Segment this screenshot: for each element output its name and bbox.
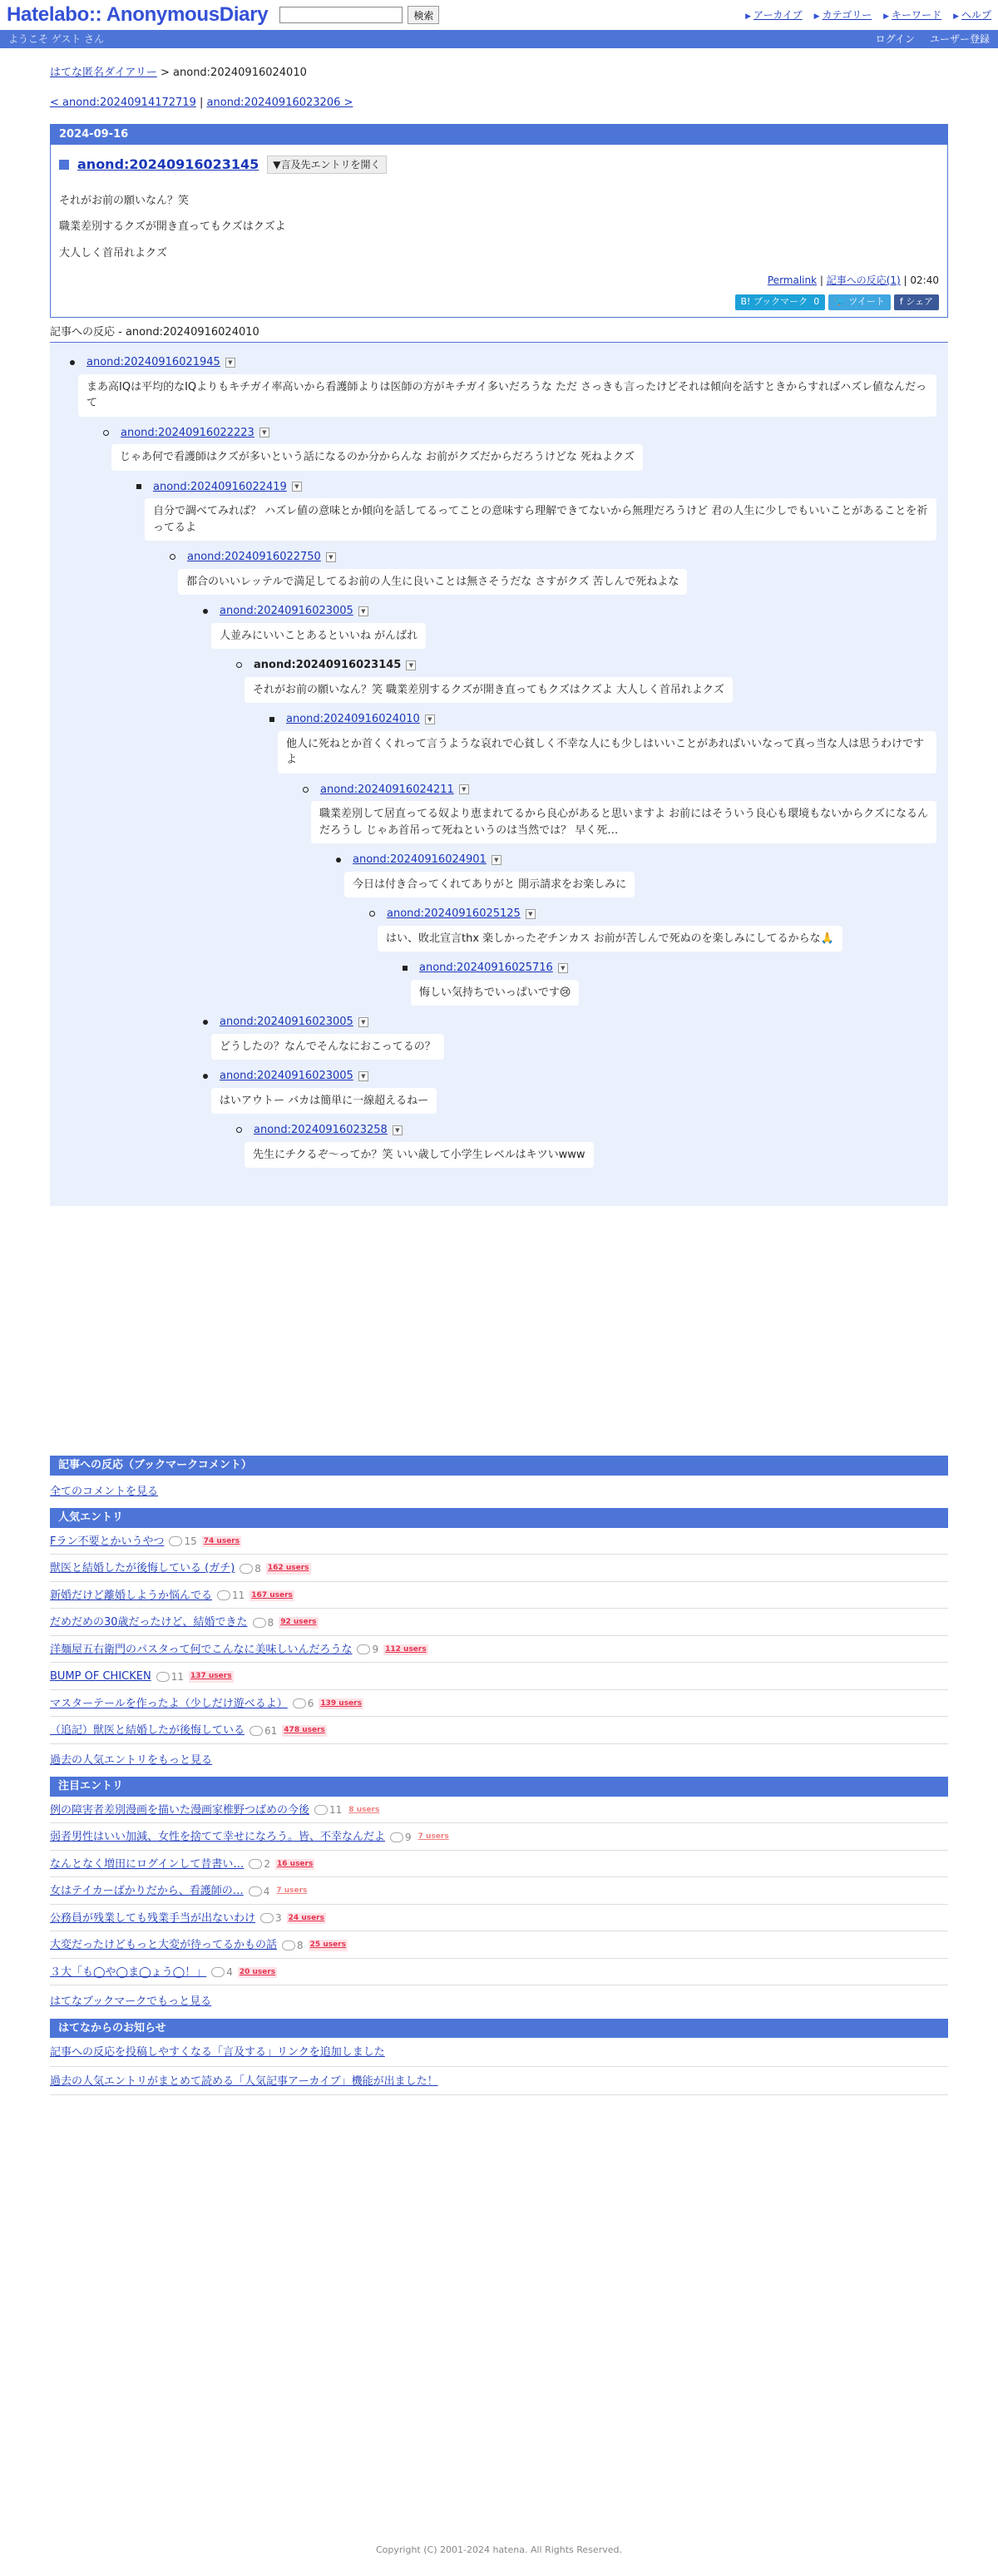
reaction-item: [303, 782, 936, 844]
breadcrumb-root-link[interactable]: はてな匿名ダイアリー: [50, 67, 157, 79]
popular-entry: [50, 1663, 948, 1690]
reaction-link-row: [269, 711, 936, 728]
facebook-icon: f: [899, 296, 903, 307]
reaction-text: じゃあ何で看護師はクズが多いという話になるのか分からんな お前がクズだからだろうけどな 死ねよクズ: [111, 444, 643, 471]
reaction-link-row: [303, 782, 936, 799]
comment-count[interactable]: [390, 1830, 412, 1845]
reaction-text: はいアウトー バカは簡単に一線超えるねー: [211, 1088, 437, 1115]
reaction-item: [336, 852, 936, 897]
popular-entry-link[interactable]: BUMP OF CHICKEN: [50, 1670, 151, 1683]
comment-number: 3: [275, 1912, 282, 1925]
comment-number: 61: [264, 1724, 278, 1737]
attention-entry-link[interactable]: 公務員が残業しても残業手当が出ないわけ: [50, 1911, 256, 1925]
reaction-text: それがお前の願いなん？笑 職業差別するクズが開き直ってもクズはクズよ 大人しく首吊れよクズ: [245, 677, 733, 704]
reaction-link-row: [203, 1014, 936, 1031]
comment-bubble-icon: [357, 1644, 370, 1654]
reaction-link-row: [70, 354, 936, 371]
nav-category-link[interactable]: ▶ カテゴリー: [814, 7, 872, 23]
bookmark-users-badge[interactable]: 167 users: [250, 1590, 294, 1602]
attention-entry-link[interactable]: ３大「も◯や◯ま◯ょう◯！」: [50, 1965, 207, 1979]
reactions-link[interactable]: 記事への反応(1): [826, 274, 901, 286]
reaction-id-link[interactable]: anond:20240916023005: [220, 605, 353, 617]
tweet-button[interactable]: [828, 294, 891, 310]
main-content: [50, 65, 948, 2095]
comment-count[interactable]: [250, 1723, 277, 1738]
comment-bubble-icon: [293, 1698, 306, 1708]
reaction-text: まあ高IQは平均的なIQよりもキチガイ率高いから看護師よりは医師の方がキチガイ多いだろうな ただ さっきも言ったけどそれは傾向を話すときからすればハズレ値なんだって: [78, 374, 936, 417]
open-reference-button[interactable]: ▼言及先エントリを開く: [267, 156, 386, 174]
bookmark-users-badge[interactable]: 162 users: [266, 1563, 311, 1575]
expand-dropdown-icon[interactable]: ▼: [326, 552, 336, 562]
reaction-text: 他人に死ねとか首くくれって言うような哀れで心貧しく不幸な人にも少しはいいことがあればいいなって真っ当な人は思うわけですよ: [278, 731, 936, 774]
permalink[interactable]: Permalink: [767, 274, 818, 286]
attention-entry: [50, 1877, 948, 1905]
attention-entry-link[interactable]: 例の障害者差別漫画を描いた漫画家椎野つばめの今後: [50, 1803, 310, 1817]
next-entry-link[interactable]: anond:20240916023206 >: [206, 96, 353, 109]
expand-dropdown-icon[interactable]: ▼: [358, 606, 368, 616]
reaction-text: 悔しい気持ちでいっぱいです😢: [411, 980, 579, 1006]
reaction-id-link[interactable]: anond:20240916024010: [286, 713, 420, 725]
breadcrumb: [50, 65, 948, 82]
comment-bubble-icon: [390, 1832, 403, 1842]
reaction-link-row: [136, 479, 936, 496]
expand-dropdown-icon[interactable]: ▼: [425, 714, 435, 724]
comment-bubble-icon: [249, 1886, 262, 1896]
comment-count[interactable]: [314, 1802, 342, 1817]
comment-number: 8: [254, 1562, 261, 1575]
reaction-id-link[interactable]: anond:20240916025125: [387, 907, 521, 920]
notice-item: [50, 2067, 948, 2096]
attention-entry: [50, 1851, 948, 1878]
comment-count[interactable]: [240, 1561, 261, 1576]
popular-entry-link[interactable]: 洋麺屋五右衛門のパスタって何でこんなに美味しいんだろうな: [50, 1643, 353, 1656]
search-button[interactable]: 検索: [408, 6, 439, 24]
comment-number: 11: [170, 1670, 184, 1683]
comment-count[interactable]: [357, 1642, 378, 1657]
comment-number: 8: [267, 1616, 274, 1629]
reaction-id-link[interactable]: anond:20240916021945: [86, 356, 220, 368]
attention-entry-link[interactable]: なんとなく増田にログインして昔書い…: [50, 1857, 245, 1871]
reaction-id-link[interactable]: anond:20240916023005: [220, 1070, 353, 1082]
reaction-link-row: [203, 603, 936, 620]
popular-heading: 人気エントリ: [50, 1508, 948, 1528]
reaction-id-link[interactable]: anond:20240916024901: [353, 853, 487, 866]
popular-list: [50, 1528, 948, 1744]
comment-bubble-icon: [253, 1618, 266, 1628]
comment-bubble-icon: [169, 1536, 182, 1546]
comment-number: 15: [184, 1535, 197, 1548]
expand-dropdown-icon[interactable]: ▼: [358, 1017, 368, 1027]
comment-number: 8: [297, 1939, 304, 1951]
reaction-id-link[interactable]: anond:20240916023258: [254, 1124, 388, 1136]
expand-dropdown-icon[interactable]: ▼: [358, 1071, 368, 1081]
bookmark-users-badge[interactable]: 24 users: [287, 1913, 326, 1925]
popular-entry: [50, 1528, 948, 1555]
attention-entry: [50, 1797, 948, 1824]
comment-bubble-icon: [211, 1967, 225, 1977]
nav-keyword-link[interactable]: ▶ キーワード: [883, 7, 941, 23]
bookmark-users-badge[interactable]: 25 users: [309, 1940, 348, 1951]
expand-dropdown-icon[interactable]: ▼: [259, 428, 269, 438]
bookmark-users-badge[interactable]: 92 users: [279, 1617, 318, 1629]
bookmark-users-badge[interactable]: 74 users: [202, 1536, 241, 1548]
comment-bubble-icon: [250, 1726, 263, 1736]
entry-pager: [50, 95, 948, 111]
reactions-heading: 記事への反応 - anond:20240916024010: [50, 324, 948, 344]
expand-dropdown-icon[interactable]: ▼: [492, 855, 501, 865]
reaction-tree: [50, 343, 948, 1206]
comment-bubble-icon: [282, 1941, 295, 1951]
user-bar: [0, 30, 998, 48]
reaction-text: 今日は付き合ってくれてありがと 開示請求をお楽しみに: [344, 872, 635, 898]
popular-entry-link[interactable]: 新婚だけど離婚しようか悩んでる: [50, 1589, 213, 1602]
attention-entry: [50, 1931, 948, 1959]
breadcrumb-separator: >: [160, 67, 170, 79]
popular-entry-link[interactable]: （追記）獣医と結婚したが後悔している: [50, 1724, 245, 1737]
tweet-label: ツイート: [848, 296, 885, 307]
reaction-link-row: [403, 960, 936, 977]
notice-link[interactable]: 記事への反応を投稿しやすくなる「言及する」リンクを追加しました: [50, 2046, 385, 2059]
breadcrumb-current: anond:20240916024010: [173, 67, 307, 79]
reaction-item: [269, 711, 936, 774]
reaction-id-link[interactable]: anond:20240916022419: [153, 480, 287, 493]
reaction-id-link[interactable]: anond:20240916023005: [220, 1016, 353, 1028]
entry-box: [50, 124, 948, 318]
comment-number: 9: [405, 1831, 412, 1843]
popular-entry: [50, 1717, 948, 1744]
top-header: [0, 0, 998, 30]
popular-entry-link[interactable]: だめだめの30歳だったけど、結婚できた: [50, 1616, 248, 1629]
entry-time: 02:40: [910, 274, 939, 286]
comment-number: 4: [226, 1966, 233, 1979]
popular-more-link[interactable]: 過去の人気エントリをもっと見る: [50, 1753, 213, 1767]
reaction-id-link: anond:20240916023145: [254, 659, 402, 671]
all-comments-link[interactable]: 全てのコメントを見る: [50, 1485, 159, 1498]
reaction-id-link[interactable]: anond:20240916025716: [419, 962, 553, 974]
bookmark-label: B! ブックマーク: [740, 296, 808, 307]
reaction-link-row: [170, 549, 936, 566]
entry-footer: Permalink | 記事への反応(1) | 02:40: [767, 274, 939, 286]
popular-entry: [50, 1609, 948, 1636]
comment-number: 4: [263, 1885, 270, 1897]
reaction-link-row: [236, 1122, 936, 1139]
expand-dropdown-icon[interactable]: ▼: [225, 358, 235, 368]
facebook-share-button[interactable]: [894, 294, 939, 310]
notice-item: [50, 2038, 948, 2067]
expand-dropdown-icon[interactable]: ▼: [558, 963, 568, 973]
expand-dropdown-icon[interactable]: ▼: [292, 482, 302, 492]
bookmark-users-badge[interactable]: 478 users: [282, 1725, 327, 1737]
reaction-item: [103, 425, 936, 471]
bookmark-users-badge[interactable]: 20 users: [238, 1967, 277, 1979]
comment-bubble-icon: [217, 1590, 230, 1600]
popular-entry: [50, 1555, 948, 1582]
reaction-text: 都合のいいレッテルで満足してるお前の人生に良いことは無さそうだな さすがクズ 苦しんで死ねよな: [178, 569, 687, 596]
reaction-item: [236, 1122, 936, 1168]
reaction-item: [170, 549, 936, 595]
entry-title-row: [59, 155, 939, 175]
comment-bubble-icon: [240, 1564, 253, 1574]
reaction-text: 人並みにいいことあるといいね がんばれ: [211, 623, 426, 650]
comment-count[interactable]: [249, 1857, 270, 1871]
reaction-id-link[interactable]: anond:20240916022750: [187, 551, 321, 563]
reaction-link-row: [103, 425, 936, 442]
comment-bubble-icon: [156, 1672, 170, 1682]
bookmark-users-badge[interactable]: 7 users: [276, 1886, 308, 1895]
attention-entry-link[interactable]: 大変だったけどもっと大変が待ってるかもの話: [50, 1939, 278, 1951]
reaction-text: 職業差別して居直ってる奴より恵まれてるから良心があると思いますよ お前にはそういう良心も環境もないからクズになるんだろうし じゃあ首吊って死ねというのは当然では？ 早く死…: [311, 801, 936, 843]
prev-entry-link[interactable]: < anond:20240914172719: [50, 96, 196, 109]
comment-count[interactable]: [249, 1884, 270, 1899]
comment-count[interactable]: [282, 1938, 304, 1953]
attention-list: [50, 1797, 948, 1986]
reaction-link-row: [336, 852, 936, 868]
site-logo[interactable]: Hatelabo:: AnonymousDiary: [7, 3, 269, 26]
bookmark-users-badge[interactable]: 139 users: [319, 1698, 363, 1710]
comment-count[interactable]: [156, 1669, 184, 1684]
reaction-text: 自分で調べてみれば？ ハズレ値の意味とか傾向を話してるってことの意味すら理解できてないから無理だろうけど 君の人生に少しでもいいことがあることを祈ってるよ: [145, 498, 936, 541]
popular-entry: [50, 1636, 948, 1664]
reaction-item: [403, 960, 936, 1006]
attention-more-link[interactable]: はてなブックマークでもっと見る: [50, 1995, 212, 2008]
reaction-link-row: [236, 657, 936, 674]
attention-entry-link[interactable]: 弱者男性はいい加減、女性を捨てて幸せになろう。皆、不幸なんだよ: [50, 1831, 386, 1843]
comment-count[interactable]: [260, 1911, 282, 1926]
register-link[interactable]: ユーザー登録: [929, 33, 990, 45]
share-label: シェア: [906, 296, 933, 307]
bookmark-users-badge[interactable]: 8 users: [348, 1805, 380, 1814]
reaction-text: 先生にチクるぞ〜ってか？笑 いい歳して小学生レベルはキツいwww: [245, 1142, 594, 1169]
copyright: Copyright (C) 2001-2024 hatena. All Rights Reserved.: [376, 2544, 622, 2555]
reaction-item: [136, 479, 936, 541]
expand-dropdown-icon[interactable]: ▼: [393, 1125, 403, 1135]
login-link[interactable]: ログイン: [875, 33, 915, 45]
twitter-bird-icon: 🐦: [834, 296, 846, 307]
entry-square-icon: [59, 160, 69, 170]
attention-heading: 注目エントリ: [50, 1777, 948, 1797]
reaction-id-link[interactable]: anond:20240916024211: [320, 783, 454, 796]
entry-title-link[interactable]: anond:20240916023145: [77, 156, 259, 172]
reaction-item: [236, 657, 936, 703]
reaction-item: [369, 906, 936, 952]
popular-entry: [50, 1582, 948, 1609]
reaction-item: [70, 354, 936, 417]
comment-number: 2: [264, 1858, 270, 1871]
expand-dropdown-icon[interactable]: ▼: [526, 909, 536, 919]
comment-number: 11: [329, 1804, 343, 1817]
comment-number: 6: [307, 1698, 314, 1710]
nav-archive-link[interactable]: ▶ アーカイブ: [745, 7, 803, 23]
search-input[interactable]: [279, 7, 403, 23]
comment-count[interactable]: [253, 1615, 274, 1630]
bookmark-comments-heading: 記事への反応（ブックマークコメント）: [50, 1456, 948, 1476]
entry-body-line: 大人しく首吊れよクズ: [59, 246, 167, 260]
hatena-bookmark-button[interactable]: [735, 294, 826, 310]
attention-entry-link[interactable]: 女はテイカーばかりだから、看護師の…: [50, 1885, 244, 1897]
bookmark-users-badge[interactable]: 112 users: [383, 1644, 428, 1656]
entry-date: 2024-09-16: [51, 125, 947, 145]
reaction-text: どうしたの？なんでそんなにおこってるの？: [211, 1034, 444, 1061]
reaction-id-link[interactable]: anond:20240916022223: [121, 426, 254, 439]
reaction-item: [203, 1014, 936, 1060]
attention-entry: [50, 1905, 948, 1932]
welcome-text: ようこそ ゲスト さん: [8, 33, 105, 45]
comment-number: 9: [372, 1644, 379, 1656]
entry-body-line: 職業差別するクズが開き直ってもクズはクズよ: [59, 220, 286, 233]
reaction-link-row: [369, 906, 936, 922]
bookmark-count: 0: [813, 296, 820, 307]
expand-dropdown-icon[interactable]: ▼: [406, 660, 416, 670]
reaction-text: はい、敗北宣言thx 楽しかったぞチンカス お前が苦しんで死ぬのを楽しみにしてるからな🙏: [378, 926, 842, 952]
bookmark-users-badge[interactable]: 16 users: [275, 1859, 314, 1871]
pager-separator: |: [200, 96, 204, 109]
comment-count[interactable]: [217, 1588, 245, 1603]
entry-body-line: それがお前の願いなん？笑: [59, 194, 190, 207]
bookmark-users-badge[interactable]: 7 users: [417, 1832, 449, 1841]
comment-bubble-icon: [260, 1913, 274, 1923]
bookmark-users-badge[interactable]: 137 users: [189, 1671, 234, 1683]
nav-help-link[interactable]: ▶ ヘルプ: [953, 7, 991, 23]
popular-entry-link[interactable]: 獣医と結婚したが後悔している (ガチ): [50, 1562, 235, 1575]
popular-entry-link[interactable]: マスターテールを作ったよ（少しだけ遊べるよ）: [50, 1697, 288, 1710]
notice-heading: はてなからのお知らせ: [50, 2019, 948, 2039]
reaction-item: [203, 603, 936, 649]
reaction-link-row: [203, 1068, 936, 1085]
comment-count[interactable]: [211, 1965, 233, 1980]
comment-bubble-icon: [249, 1859, 262, 1869]
attention-entry: [50, 1959, 948, 1986]
popular-entry-link[interactable]: Fラン不要とかいうやつ: [50, 1535, 165, 1548]
comment-number: 11: [232, 1590, 245, 1602]
comment-count[interactable]: [293, 1696, 314, 1711]
comment-count[interactable]: [169, 1534, 196, 1549]
top-nav: [745, 7, 991, 23]
comment-bubble-icon: [314, 1805, 328, 1815]
notice-link[interactable]: 過去の人気エントリがまとめて読める「人気記事アーカイブ」機能が出ました！: [50, 2074, 438, 2088]
expand-dropdown-icon[interactable]: ▼: [459, 784, 469, 794]
attention-entry: [50, 1823, 948, 1851]
reaction-item: [203, 1068, 936, 1114]
entry-body: [59, 193, 939, 262]
share-buttons: [59, 294, 939, 310]
popular-entry: [50, 1690, 948, 1718]
